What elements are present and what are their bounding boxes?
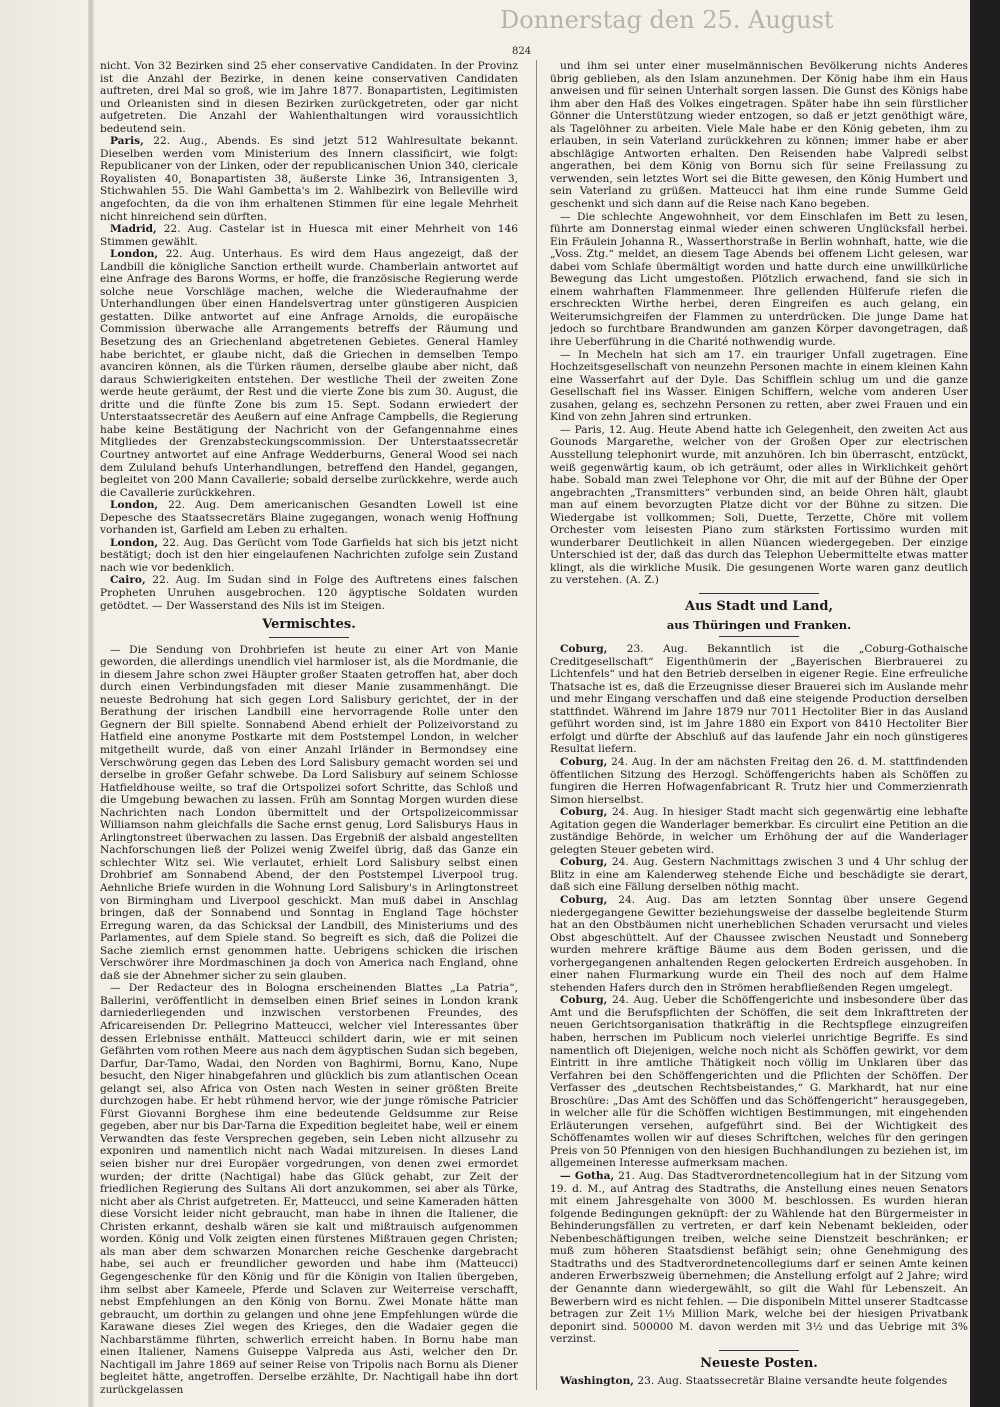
dateline-place: Coburg, [560, 856, 608, 869]
page-fold [88, 0, 94, 1407]
article-text: 24. Aug. Gestern Nachmittags zwischen 3 und 4 Uhr schlug der Blitz in eine am Kalenderweg stehende Eiche und beschädigte sie derart, daß sich eine Fällung derselben nöthig macht. [550, 856, 968, 894]
dateline-place: Coburg, [560, 894, 608, 906]
article-text: 24. Aug. Ueber die Schöffengerichte und insbesondere über das Amt und die Berufspflichten der Schöffen, die seit dem Inkrafttreten der neuen Gerichtsorganisation thatkräftig in die Rechtspflege einzugreifen haben, herrschen im Publicum noch vielerlei unrichtige Begriffe. Es sind namentlich oft Diejenigen, welche noch nicht als Schöffen gewirkt, vor dem Eintritt in ihre amtliche Thätigkeit noch völlig im Unklaren über das Verfahren bei den Schöffengerichten und die Pflichten der Schöffen. Der Verfasser des „deutschen Rechtsbeistandes,“ G. Markhardt, hat nur eine Broschüre: „Das Amt des Schöffen und das Schöffengericht“ herausgegeben, in welcher alle für die Schöffen wichtigen Bestimmungen, mit eingehenden Erläuterungen versehen, aufgeführt sind. Bei der Wichtigkeit des Schöffenamtes wollen wir auf dieses Schriftchen, welches für den geringen Preis von 50 Pfennigen von den hiesigen Buchhandlungen zu beziehen ist, im allgemeinen Interesse aufmerksam machen. [550, 994, 968, 1170]
article-paragraph [550, 756, 968, 806]
article-paragraph [550, 856, 968, 894]
article-paragraph [100, 248, 518, 499]
article-text: 22. Aug. Castelar ist in Huesca mit einer Mehrheit von 146 Stimmen gewählt. [100, 223, 518, 248]
regional-news [550, 643, 968, 1346]
right-column [550, 60, 968, 1395]
section-divider [699, 593, 819, 594]
article-paragraph: und ihm sei unter einer muselmännischen Bevölkerung nichts Anderes übrig geblieben, als den Islam anzunehmen. Der König habe ihm ein Haus anweisen und für seinen Unterhalt sorgen lassen. Die Gunst des Königs habe ihm aber den Haß des Volkes eingetragen. Später habe ihn sein fürstlicher Gönner die Unterstützung wieder entzogen, so daß er jetzt genöthigt wäre, als Tagelöhner zu arbeiten. Viele Male habe er den König gebeten, ihm zu erlauben, in sein Vaterland zurückkehren zu können; immer habe er aber abschlägige Antworten erhalten. Den Reisenden habe Valpredi selbst angerathen, bei dem König von Bornu sich für seine Freilassung zu verwenden, sein letztes Wort sei die Bitte gewesen, den König Humbert und sein Vaterland zu grüßen. Matteucci hat ihm eine runde Summe Geld geschenkt und sich dann auf die Reise nach Kano begeben. [550, 60, 968, 211]
dateline-place: Coburg, [560, 994, 608, 1007]
scan-margin-left [0, 0, 95, 1407]
article-paragraph [550, 806, 968, 856]
article-paragraph: — Die Sendung von Drohbriefen ist heute zu einer Art von Manie geworden, die allerdings unendlich viel harmloser ist, als die Mordmanie, die in diesem Jahre schon zwei Häupter großer Staaten getroffen hat, aber doch durch einen Verbindungsfaden mit dieser Manie zusammenhängt. Die neueste Bedrohung hat sich gegen Lord Salisbury gerichtet, der in der Berathung der irischen Landbill eine hervorragende Rolle unter den Gegnern der Bill spielte. Sonnabend Abend erhielt der Polizeivorstand zu Hatfield eine anonyme Postkarte mit dem Poststempel London, in welcher mitgetheilt wurde, daß von einer Anzahl Irländer in Bermondsey eine Verschwörung gegen das Leben des Lord Salisbury gemacht worden sei und derselbe in großer Gefahr schwebe. Da Lord Salisbury auf seinem Schlosse Hatfieldhouse weilte, so traf die Ortspolizei sofort Schritte, das Schloß und die Umgebung bewachen zu lassen. Früh am Sonntag Morgen wurden diese Nachrichten nach London übermittelt und der Ortspolizeicommissar Williamson nahm gleichfalls die Sache ernst genug, Lord Salisburys Haus in Arlingtonstreet überwachen zu lassen. Das Ergebniß der alsbald angestellten Nachforschungen ließ der Polizei wenig Zweifel übrig, daß das Ganze ein schlechter Witz sei. Wie verlautet, erhielt Lord Salisbury selbst einen Drohbrief am Sonnabend Abend, der den Poststempel Liverpool trug. Aehnliche Briefe wurden in die Wohnung Lord Salisbury's in Arlingtonstreet von Birmingham und Liverpool geschickt. Man muß dabei in Anschlag bringen, daß der Sonnabend und Sonntag in England Tage höchster Erregung waren, da das Schicksal der Landbill, des Ministeriums und des Parlamentes, auf dem Spiele stand. So begreift es sich, daß die Polizei die Sache ziemlich ernst genommen hatte. Uebrigens schicken die irischen Verschwörer ihre Mordmaschinen ja doch von America nach England, ohne daß sie der Abnehmer sicher zu sein glauben. [100, 643, 518, 982]
bleed-through-header: Donnerstag den 25. August [500, 6, 834, 34]
telegram-news [100, 60, 518, 612]
section-title-stadt-land: Aus Stadt und Land, [685, 598, 833, 614]
article-paragraph [100, 574, 518, 612]
dateline-place: London, [110, 499, 159, 512]
article-text: 24. Aug. In der am nächsten Freitag den 26. d. M. stattfindenden öffentlichen Sitzung des Herzogl. Schöffengerichts haben als Schöffen zu fungiren die Herren Hofwagenfabricant R. Trutz hier und Commerzienrath Simon hierselbst. [550, 755, 968, 806]
miscellaneous-articles [550, 60, 968, 587]
article-paragraph [550, 1170, 968, 1346]
dateline-place: London, [110, 248, 159, 261]
dateline-place: Coburg, [560, 806, 608, 819]
article-paragraph [550, 1375, 968, 1388]
article-text: nicht. Von 32 Bezirken sind 25 eher conservative Candidaten. In der Provinz ist die Anzahl der Bezirke, in denen keine conservativen Candidaten auftreten, drei Mal so groß, wie im Jahre 1877. Bonapartisten, Legitimisten und Orleanisten sind in diesen Bezirken zurückgetreten, oder gar nicht aufgetreten. Die Anzahl der Wahlenthaltungen wird voraussichtlich bedeutend sein. [100, 60, 518, 135]
vermischtes-articles [100, 644, 518, 1395]
dateline-place: Washington, [560, 1375, 634, 1388]
dateline-place: Cairo, [110, 574, 146, 587]
article-paragraph [100, 60, 518, 135]
article-text: 23. Aug. Staatssecretär Blaine versandte heute folgendes [637, 1375, 948, 1388]
article-paragraph: — Paris, 12. Aug. Heute Abend hatte ich Gelegenheit, den zweiten Act aus Gounods Margarethe, welcher von der Großen Oper zur electrischen Ausstellung telephonirt wurde, mit anzuhören. Ich bin überrascht, entzückt, weiß gegenwärtig kaum, ob ich geträumt, oder alles in Wirklichkeit gehört habe. Sobald man zwei Telephone vor Ohr, die mit auf der Bühne der Oper angebrachten „Transmitters“ verbunden sind, an beide Ohren hält, glaubt man auf einem bevorzugten Platze dicht vor der Bühne zu sitzen. Die Wiedergabe ist vollkommen; Soli, Duette, Terzette, Chöre mit vollem Orchester vom leisesten Piano zum stärksten Fortissimo wurden mit wunderbarer Deutlichkeit in allen Nüancen wiedergegeben. Der einzige Unterschied ist der, daß das durch das Telephon Uebermittelte etwas matter klingt, als die wirkliche Musik. Die gesungenen Worte waren ganz deutlich zu verstehen. (A. Z.) [550, 423, 968, 587]
article-text: 24. Aug. Das am letzten Sonntag über unsere Gegend niedergegangene Gewitter beziehungsweise der dasselbe begleitende Sturm hat an den Obstbäumen nicht unerheblichen Schaden verursacht und vieles Obst abgeschüttelt. Auf der Chaussee zwischen Neustadt und Sonneberg wurden mehrere kräftige Bäume aus dem Boden gerissen, und die vorhergegangenen anhaltenden Regen gelockerten Erdreich ausgehoben. In einer nahen Flurmarkung wurde ein Theil des noch auf dem Halme stehenden Hafers durch den in Strömen herabfließenden Regen umgelegt. [550, 894, 968, 994]
article-paragraph: — Die schlechte Angewohnheit, vor dem Einschlafen im Bett zu lesen, führte am Donnerstag einmal wieder einen schweren Unglücksfall herbei. Ein Fräulein Johanna R., Wasserthorstraße in Berlin wohnhaft, hatte, wie die „Voss. Ztg.“ meldet, an diesem Tage Abends bei offenem Licht gelesen, war dabei vom Schlafe übermältigt worden und hatte durch eine unwillkürliche Bewegung das Licht umgestoßen. Plötzlich erwachend, fand sie sich in einem wahrhaften Flammenmeer. Ihre gellenden Hülferufe riefen die erschreckten Wirthe herbei, deren Eingreifen es auch gelang, ein Weiterumsichgreifen der Flammen zu unterdrücken. Die junge Dame hat jedoch so furchtbare Brandwunden am ganzen Körper davongetragen, daß ihre Ueberführung in die Charité nothwendig wurde. [550, 210, 968, 349]
article-text: 22. Aug. Dem americanischen Gesandten Lowell ist eine Depesche des Staatssecretärs Blaine zugegangen, wonach wenig Hoffnung vorhanden ist, Garfield am Leben zu erhalten. [100, 499, 518, 537]
article-paragraph [100, 537, 518, 575]
column-rule [536, 60, 537, 1390]
dateline-place: — Gotha, [560, 1170, 615, 1183]
section-divider [719, 1350, 799, 1351]
article-paragraph: — In Mecheln hat sich am 17. ein trauriger Unfall zugetragen. Eine Hochzeitsgesellschaft von neunzehn Personen machte in einem kleinen Kahn eine Wasserfahrt auf der Dyle. Das Schifflein schlug um und die ganze Gesellschaft fiel ins Wasser. Einigen Schiffern, welche vom anderen User zusahen, gelang es, sechzehn Personen zu retten, aber zwei Frauen und ein Kind von zehn Jahren sind ertrunken. [550, 348, 968, 424]
dateline-place: Madrid, [110, 223, 157, 236]
article-text: 23. Aug. Bekanntlich ist die „Coburg-Gothaische Creditgesellschaft“ Eigenthümerin der „Bayerischen Bierbrauerei zu Lichtenfels“ und hat den Betrieb derselben in eigener Regie. Eine erfreuliche Thatsache ist es, daß die Erzeugnisse dieser Brauerei sich im Auslande mehr und mehr Eingang verschaffen und daß eine steigende Production derselben stattfindet. Während im Jahre 1879 nur 7011 Hectoliter Bier in das Ausland geführt worden sind, ist im Jahre 1880 ein Export von 8410 Hectoliter Bier erfolgt und dürfte der Abschluß auf das laufende Jahr ein noch günstigeres Resultat liefern. [550, 643, 968, 756]
article-text: 22. Aug. Unterhaus. Es wird dem Haus angezeigt, daß der Landbill die königliche Sanction ertheilt wurde. Chamberlain antwortet auf eine Anfrage des Barons Worms, er hoffe, die französische Regierung werde solche neue Vorschläge machen, welche die Wiederaufnahme der Unterhandlungen über einen Handelsvertrag unter günstigeren Auspicien gestatten. Dilke antwortet auf eine Anfrage Arnolds, die europäische Commission überwache alle Arrangements betreffs der Räumung und Besetzung des an Griechenland abgetretenen Gebietes. General Hamley habe berichtet, er glaube nicht, daß die Griechen in demselben Tempo avanciren können, als die Türken räumen, derselbe glaube aber nicht, daß daraus Schwierigkeiten entstehen. Der westliche Theil der zweiten Zone werde heute geräumt, der Rest und die vierte Zone bis zum 30. August, die dritte und die fünfte Zone bis zum 15. Sept. Sodann erwiedert der Unterstaatssecretär des Aeußern auf eine Anfrage Campbells, die Regierung habe keine Bestätigung der Nachricht von der Gefangennahme eines Mitgliedes der Grenzabsteckungscommission. Der Unterstaatssecretär Courtney antwortet auf eine Anfrage Wedderburns, General Wood sei nach dem Zululand behufs Unterhandlungen, betreffend den Handel, gegangen, begleitet von 200 Mann Cavallerie; sobald derselbe zurückkehre, werde auch die Cavallerie zurückkehren. [100, 248, 518, 499]
section-title-vermischtes: Vermischtes. [262, 617, 356, 633]
article-paragraph [550, 894, 968, 994]
article-paragraph [100, 499, 518, 537]
dateline-place: London, [110, 536, 159, 549]
section-subtitle-thueringen: aus Thüringen und Franken. [666, 617, 852, 632]
left-column [100, 60, 518, 1395]
dateline-place: Coburg, [560, 643, 608, 656]
latest-dispatch [550, 1375, 968, 1388]
article-text: 21. Aug. Das Stadtverordnetencollegium hat in der Sitzung vom 19. d. M., auf Antrag des Stadtraths, die Anstellung eines neuen Senators mit einem Jahresgehalte von 3000 M. beschlossen. Es wurden hieran folgende Bedingungen geknüpft: der zu Wählende hat den Bürgermeister in Behinderungsfällen zu vertreten, er darf kein Nebenamt bekleiden, oder Nebenbeschäftigungen treiben, welche seine Dienstzeit beschränken; er muß zum höheren Staatsdienst befähigt sein; ohne Genehmigung des Stadtraths und des Stadtverordnetencollegiums darf er seinen Amte keinen anderen Erwerbszweig übernehmen; die Anstellung erfolgt auf 2 Jahre; wird der Genannte dann wiedergewählt, so gilt die Wahl für Lebenszeit. An Bewerbern wird es nicht fehlen. — Die disponibeln Mittel unserer Stadtcasse betragen zur Zeit 1⅓ Million Mark, welche bei der hiesigen Privatbank deponirt sind. 500000 M. davon werden mit 3½ und das Uebrige mit 3% verzinst. [550, 1170, 968, 1346]
article-paragraph [100, 223, 518, 248]
article-paragraph: — Der Redacteur des in Bologna erscheinenden Blattes „La Patria“, Ballerini, veröffentlicht in demselben einen Brief seines in London krank darniederliegenden und inzwischen verstorbenen Freundes, des Africareisenden Dr. Pellegrino Matteucci, welcher viel Interessantes über dessen Erlebnisse enthält. Matteucci schildert darin, wie er mit seinen Gefährten vom rothen Meere aus nach dem ägyptischen Sudan sich begeben, Darfur, Dar-Tamo, Wadai, den Norden von Baghirmi, Bornu, Kano, Nupe besucht, den Niger hinabgefahren und glücklich bis zum atlantischen Ocean gelangt sei, also Africa von Osten nach Westen in seiner größten Breite durchzogen habe. Er hebt rühmend hervor, wie der junge römische Patricier Fürst Giovanni Borghese ihm eine bedeutende Geldsumme zur Reise gegeben, aber nur bis Dar-Tarna die Expedition begleitet habe, weil er einem Verwandten das feste Versprechen gegeben, sein Leben nicht allzusehr zu exponiren und namentlich nicht nach Wadai mitzureisen. In dieses Land seien bisher nur drei Europäer vorgedrungen, von denen zwei ermordet wurden; der dritte (Nachtigal) habe das Glück gehabt, zur Zeit der friedlichen Regierung des Sultans Ali dort anzukommen, sei aber als Türke, nicht aber als Christ aufgetreten. Er, Matteucci, und seine Kameraden hätten diese Vorsicht leider nicht gebraucht, man habe in ihnen die Italiener, die Christen erkannt, deshalb wären sie kalt und mißtrauisch aufgenommen worden. König und Volk zeigten einen fürstenes Mißtrauen gegen Christen; als man aber dem schwarzen Monarchen reiche Geschenke dargebracht habe, sei auch er freundlicher geworden und habe ihm (Matteucci) Gegengeschenke für den König und für die Königin von Italien übergeben, ihm selbst aber Kameele, Pferde und Sclaven zur Weiterreise verschafft, nebst Empfehlungen an den König von Bornu. Zwei Monate hätte man gebraucht, um dorthin zu gelangen und ohne jene Empfehlungen würde die Karawane dieses Ziel wegen des Krieges, den die Wadaier gegen die Nachbarstämme führten, schwerlich erreicht haben. In Bornu habe man einen Italiener, Namens Guiseppe Valpreda aus Asti, welcher den Dr. Nachtigall im Jahre 1869 auf seiner Reise von Tripolis nach Bornu als Diener begleitet hätte, angetroffen. Derselbe erzählte, Dr. Nachtigall habe ihn dort zurückgelassen [100, 982, 518, 1395]
article-text: 22. Aug. Das Gerücht vom Tode Garfields hat sich bis jetzt nicht bestätigt; doch ist den hier eingelaufenen Nachrichten zufolge sein Zustand nach wie vor bedenklich. [100, 536, 518, 574]
article-paragraph [550, 643, 968, 756]
article-text: 24. Aug. In hiesiger Stadt macht sich gegenwärtig eine lebhafte Agitation gegen die Wanderlager bemerkbar. Es circulirt eine Petition an die zuständige Behörde, in welcher um Erhöhung der auf die Wanderlager gelegten Steuer gebeten wird. [550, 806, 968, 856]
section-divider [269, 637, 349, 638]
section-divider [719, 636, 799, 637]
article-text: 22. Aug. Im Sudan sind in Folge des Auftretens eines falschen Propheten Unruhen ausgebrochen. 120 ägyptische Soldaten wurden getödtet. — Der Wasserstand des Nils ist im Steigen. [100, 574, 518, 612]
page-number: 824 [512, 46, 532, 57]
article-paragraph [100, 135, 518, 223]
article-paragraph [550, 994, 968, 1170]
scan-margin-right [970, 0, 1000, 1407]
dateline-place: Coburg, [560, 755, 608, 768]
dateline-place: Paris, [110, 135, 144, 148]
article-text: 22. Aug., Abends. Es sind jetzt 512 Wahlresultate bekannt. Dieselben werden vom Ministerium des Innern classificirt, wie folgt: Republicaner von der Linken, oder der republicanischen Union 340, clericale Royalisten 40, Bonapartisten 38, äußerste Linke 36, Intransigenten 3, Stichwahlen 55. Die Wahl Gambetta's im 2. Wahlbezirk von Belleville wird angefochten, da die von ihm erhaltenen Stimmen für eine legale Mehrheit nicht hinreichend sein dürften. [100, 135, 518, 223]
section-title-neueste-posten: Neueste Posten. [700, 1355, 818, 1371]
